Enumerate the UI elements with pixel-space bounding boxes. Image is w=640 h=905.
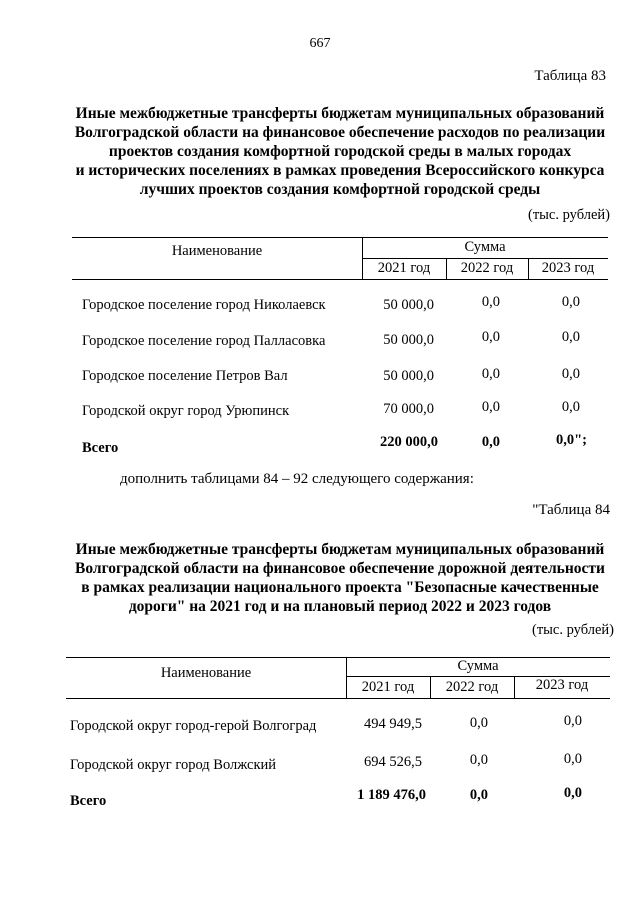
- row-2021: 50 000,0: [383, 368, 434, 384]
- row-2023: 0,0: [561, 329, 580, 345]
- title-line: дороги" на 2021 год и на плановый период 2022 и 2023 годов: [128, 598, 552, 615]
- row-2023: 0,0: [561, 399, 580, 415]
- row-name: Городское поселение город Палласовка: [82, 333, 326, 349]
- col-header-2022: 2022 год: [445, 679, 499, 695]
- table-84-units: (тыс. рублей): [532, 622, 614, 638]
- row-2023: 0,0: [561, 366, 580, 382]
- row-2023: 0,0: [561, 294, 580, 310]
- row-2022: 0,0: [481, 329, 500, 345]
- amendment-paragraph: дополнить таблицами 84 – 92 следующего содержания:: [120, 471, 474, 487]
- row-name: Городской округ город Урюпинск: [82, 403, 290, 419]
- table-rule: [72, 279, 608, 280]
- table-83-units: (тыс. рублей): [528, 207, 610, 223]
- page-number: 667: [309, 36, 331, 51]
- table-84-title: [60, 540, 620, 616]
- row-2022: 0,0: [481, 399, 500, 415]
- table-rule: [362, 258, 608, 259]
- title-line: лучших проектов создания комфортной городской среды: [139, 181, 541, 198]
- row-2022: 0,0: [469, 715, 488, 731]
- col-header-2022: 2022 год: [460, 260, 514, 276]
- row-2022: 0,0: [469, 752, 488, 768]
- row-2022: 0,0: [481, 294, 500, 310]
- total-2023: 0,0";: [556, 432, 588, 448]
- row-2022: 0,0: [481, 366, 500, 382]
- title-line: Волгоградской области на финансовое обеспечение расходов по реализации: [74, 124, 606, 141]
- table-84-label: "Таблица 84: [532, 502, 610, 518]
- total-2021: 220 000,0: [380, 434, 438, 450]
- total-2021: 1 189 476,0: [357, 787, 426, 803]
- title-line: и исторических поселениях в рамках проведения Всероссийского конкурса: [75, 162, 605, 179]
- col-header-sum: Сумма: [464, 239, 506, 255]
- row-name: Городское поселение Петров Вал: [82, 368, 288, 384]
- row-2021: 70 000,0: [383, 401, 434, 417]
- title-line: Иные межбюджетные трансферты бюджетам муниципальных образований: [75, 105, 605, 122]
- col-header-sum: Сумма: [457, 658, 499, 674]
- title-line: проектов создания комфортной городской среды в малых городах: [108, 143, 572, 160]
- col-header-name: Наименование: [171, 243, 263, 259]
- row-name: Городское поселение город Николаевск: [82, 297, 326, 313]
- table-rule: [72, 237, 608, 238]
- col-header-2021: 2021 год: [361, 679, 415, 695]
- col-header-2021: 2021 год: [377, 260, 431, 276]
- total-2022: 0,0: [469, 787, 488, 803]
- total-label: Всего: [70, 793, 107, 809]
- total-2023: 0,0: [563, 785, 582, 801]
- total-2022: 0,0: [481, 434, 500, 450]
- table-rule: [66, 698, 610, 699]
- table-83-label: Таблица 83: [534, 68, 606, 84]
- col-header-name: Наименование: [160, 665, 252, 681]
- title-line: Иные межбюджетные трансферты бюджетам муниципальных образований: [75, 541, 605, 558]
- title-line: в рамках реализации национального проекта "Безопасные качественные: [81, 579, 599, 596]
- row-2023: 0,0: [563, 751, 582, 767]
- row-name: Городской округ город-герой Волгоград: [70, 718, 317, 734]
- row-name: Городской округ город Волжский: [70, 757, 277, 773]
- row-2021: 494 949,5: [364, 716, 422, 732]
- total-label: Всего: [82, 440, 119, 456]
- table-83-title: [60, 104, 620, 199]
- title-line: Волгоградской области на финансовое обеспечение дорожной деятельности: [75, 560, 605, 577]
- col-header-2023: 2023 год: [535, 677, 589, 693]
- row-2021: 50 000,0: [383, 297, 434, 313]
- row-2021: 694 526,5: [364, 754, 422, 770]
- row-2023: 0,0: [563, 713, 582, 729]
- row-2021: 50 000,0: [383, 332, 434, 348]
- col-header-2023: 2023 год: [541, 260, 595, 276]
